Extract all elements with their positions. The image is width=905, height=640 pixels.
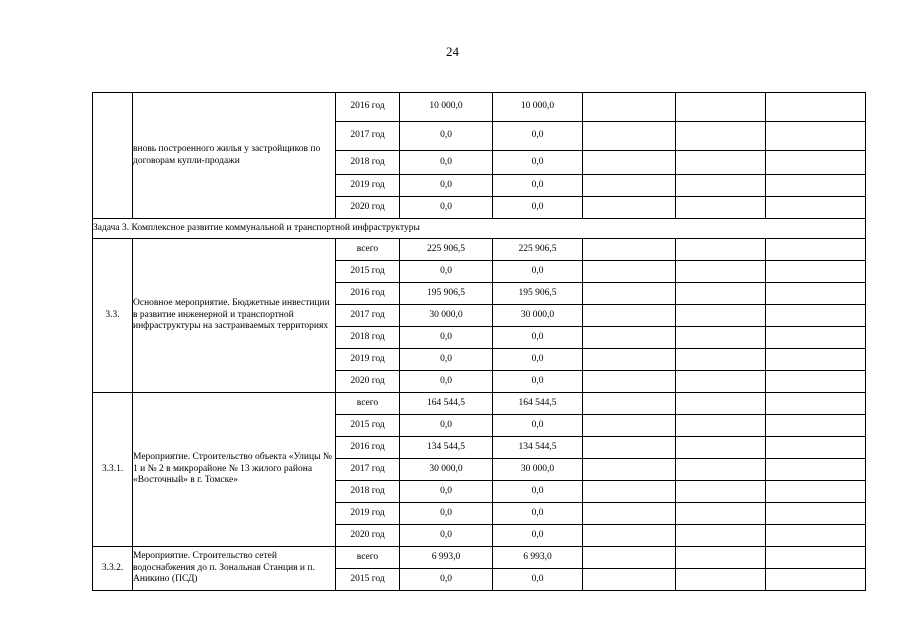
table-body (93, 93, 866, 591)
empty-cell (676, 393, 766, 415)
empty-cell (766, 197, 866, 219)
empty-cell (676, 283, 766, 305)
empty-cell (583, 393, 676, 415)
local-budget-cell: 0,0 (493, 122, 583, 151)
item-description: Мероприятие. Строительство сетей водоснабжения до п. Зональная Станция и п. Аникино (ПСД) (133, 547, 336, 591)
empty-cell (766, 175, 866, 197)
empty-cell (676, 371, 766, 393)
empty-cell (766, 525, 866, 547)
local-budget-cell: 0,0 (493, 349, 583, 371)
year-cell: 2018 год (336, 327, 400, 349)
item-description: вновь построенного жилья у застройщиков по договорам купли-продажи (133, 93, 336, 219)
empty-cell (676, 151, 766, 175)
total-cell: 10 000,0 (400, 93, 493, 122)
empty-cell (766, 415, 866, 437)
total-cell: 0,0 (400, 349, 493, 371)
empty-cell (676, 239, 766, 261)
empty-cell (676, 305, 766, 327)
empty-cell (676, 459, 766, 481)
local-budget-cell: 30 000,0 (493, 305, 583, 327)
empty-cell (766, 459, 866, 481)
total-cell: 195 906,5 (400, 283, 493, 305)
empty-cell (766, 349, 866, 371)
year-cell: 2020 год (336, 197, 400, 219)
total-cell: 0,0 (400, 481, 493, 503)
item-number: 3.3.1. (93, 393, 133, 547)
empty-cell (583, 503, 676, 525)
year-cell: 2016 год (336, 437, 400, 459)
empty-cell (766, 371, 866, 393)
year-cell: 2015 год (336, 569, 400, 591)
empty-cell (676, 122, 766, 151)
total-cell: 0,0 (400, 525, 493, 547)
empty-cell (766, 481, 866, 503)
item-number: 3.3. (93, 239, 133, 393)
empty-cell (676, 349, 766, 371)
local-budget-cell: 0,0 (493, 197, 583, 219)
local-budget-cell: 225 906,5 (493, 239, 583, 261)
empty-cell (583, 525, 676, 547)
empty-cell (583, 261, 676, 283)
local-budget-cell: 164 544,5 (493, 393, 583, 415)
empty-cell (583, 239, 676, 261)
empty-cell (766, 261, 866, 283)
total-cell: 0,0 (400, 197, 493, 219)
year-cell: всего (336, 239, 400, 261)
local-budget-cell: 0,0 (493, 569, 583, 591)
year-cell: 2018 год (336, 481, 400, 503)
local-budget-cell: 0,0 (493, 415, 583, 437)
empty-cell (766, 393, 866, 415)
total-cell: 0,0 (400, 569, 493, 591)
year-cell: 2017 год (336, 122, 400, 151)
local-budget-cell: 0,0 (493, 525, 583, 547)
empty-cell (676, 327, 766, 349)
year-cell: 2020 год (336, 371, 400, 393)
item-description: Мероприятие. Строительство объекта «Улицы № 1 и № 2 в микрорайоне № 13 жилого района «Восточный» в г. Томске» (133, 393, 336, 547)
page-number: 24 (446, 44, 459, 59)
local-budget-cell: 0,0 (493, 481, 583, 503)
empty-cell (676, 569, 766, 591)
empty-cell (766, 239, 866, 261)
total-cell: 6 993,0 (400, 547, 493, 569)
empty-cell (766, 569, 866, 591)
total-cell: 134 544,5 (400, 437, 493, 459)
task-row (93, 219, 866, 239)
item-number (93, 93, 133, 219)
total-cell: 0,0 (400, 371, 493, 393)
local-budget-cell: 0,0 (493, 327, 583, 349)
empty-cell (766, 93, 866, 122)
year-cell: 2018 год (336, 151, 400, 175)
total-cell: 30 000,0 (400, 459, 493, 481)
empty-cell (583, 151, 676, 175)
year-cell: 2016 год (336, 283, 400, 305)
task-title: Задача 3. Комплексное развитие коммунальной и транспортной инфраструктуры (93, 219, 866, 239)
empty-cell (676, 261, 766, 283)
local-budget-cell: 195 906,5 (493, 283, 583, 305)
year-cell: всего (336, 393, 400, 415)
year-cell: 2019 год (336, 503, 400, 525)
empty-cell (766, 327, 866, 349)
empty-cell (583, 569, 676, 591)
empty-cell (676, 197, 766, 219)
empty-cell (676, 437, 766, 459)
item-description: Основное мероприятие. Бюджетные инвестиции в развитие инженерной и транспортной инфраструктуры на застраиваемых территориях (133, 239, 336, 393)
empty-cell (676, 415, 766, 437)
empty-cell (676, 481, 766, 503)
year-cell: 2015 год (336, 261, 400, 283)
year-cell: 2017 год (336, 305, 400, 327)
table-row (93, 239, 866, 261)
empty-cell (766, 122, 866, 151)
empty-cell (583, 349, 676, 371)
year-cell: 2020 год (336, 525, 400, 547)
year-cell: 2019 год (336, 175, 400, 197)
total-cell: 0,0 (400, 151, 493, 175)
total-cell: 0,0 (400, 261, 493, 283)
local-budget-cell: 10 000,0 (493, 93, 583, 122)
empty-cell (676, 503, 766, 525)
empty-cell (676, 547, 766, 569)
empty-cell (676, 525, 766, 547)
empty-cell (583, 459, 676, 481)
local-budget-cell: 0,0 (493, 371, 583, 393)
item-number: 3.3.2. (93, 547, 133, 591)
empty-cell (583, 371, 676, 393)
total-cell: 225 906,5 (400, 239, 493, 261)
empty-cell (766, 283, 866, 305)
empty-cell (766, 151, 866, 175)
year-cell: всего (336, 547, 400, 569)
empty-cell (766, 547, 866, 569)
total-cell: 0,0 (400, 503, 493, 525)
total-cell: 0,0 (400, 415, 493, 437)
total-cell: 0,0 (400, 122, 493, 151)
year-cell: 2019 год (336, 349, 400, 371)
total-cell: 30 000,0 (400, 305, 493, 327)
local-budget-cell: 6 993,0 (493, 547, 583, 569)
year-cell: 2015 год (336, 415, 400, 437)
empty-cell (583, 547, 676, 569)
year-cell: 2017 год (336, 459, 400, 481)
local-budget-cell: 0,0 (493, 261, 583, 283)
table-row (93, 393, 866, 415)
empty-cell (583, 437, 676, 459)
local-budget-cell: 134 544,5 (493, 437, 583, 459)
empty-cell (766, 305, 866, 327)
empty-cell (583, 122, 676, 151)
empty-cell (583, 283, 676, 305)
empty-cell (583, 305, 676, 327)
empty-cell (676, 175, 766, 197)
local-budget-cell: 0,0 (493, 503, 583, 525)
empty-cell (583, 481, 676, 503)
local-budget-cell: 30 000,0 (493, 459, 583, 481)
total-cell: 0,0 (400, 175, 493, 197)
empty-cell (583, 197, 676, 219)
year-cell: 2016 год (336, 93, 400, 122)
empty-cell (583, 415, 676, 437)
local-budget-cell: 0,0 (493, 175, 583, 197)
empty-cell (766, 437, 866, 459)
empty-cell (583, 93, 676, 122)
local-budget-cell: 0,0 (493, 151, 583, 175)
empty-cell (676, 93, 766, 122)
table-row (93, 547, 866, 569)
empty-cell (583, 327, 676, 349)
budget-table (92, 92, 866, 591)
total-cell: 0,0 (400, 327, 493, 349)
empty-cell (766, 503, 866, 525)
empty-cell (583, 175, 676, 197)
table-row (93, 93, 866, 122)
total-cell: 164 544,5 (400, 393, 493, 415)
